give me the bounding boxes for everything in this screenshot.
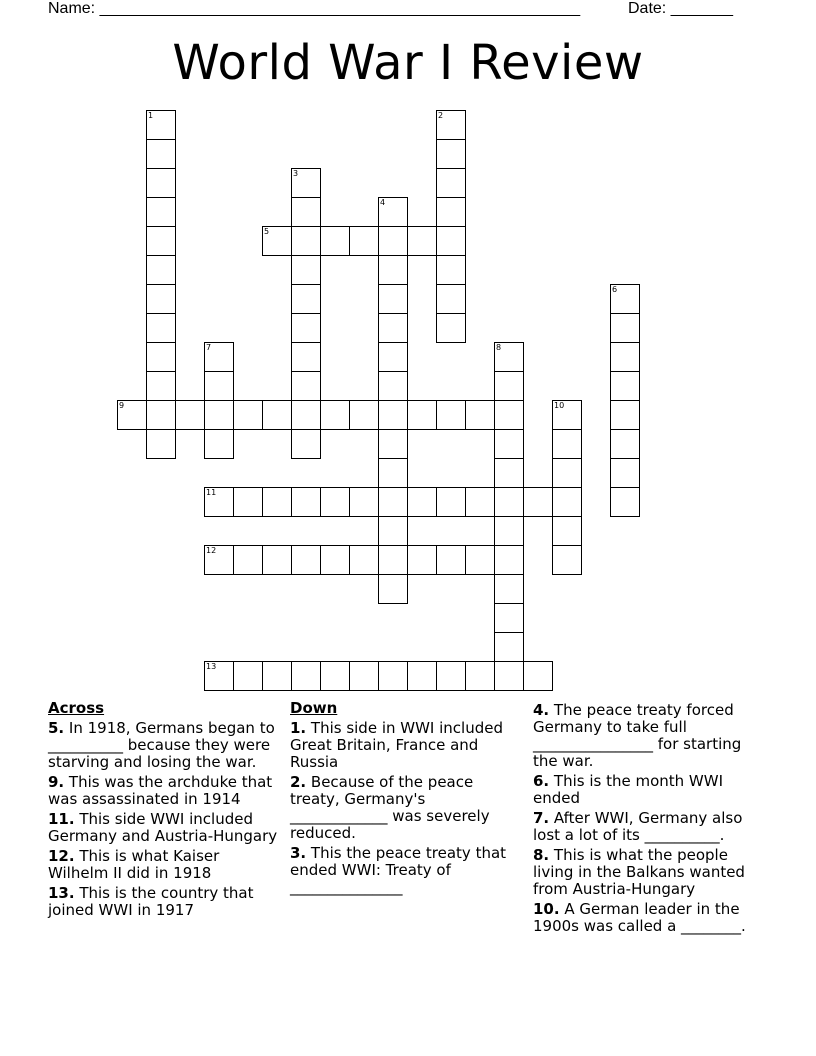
page-title: World War I Review xyxy=(172,35,644,91)
grid-cell[interactable] xyxy=(204,429,234,459)
grid-cell[interactable] xyxy=(262,487,292,517)
grid-cell[interactable] xyxy=(436,226,466,256)
grid-cell[interactable] xyxy=(146,197,176,227)
grid-cell[interactable] xyxy=(523,661,553,691)
grid-cell[interactable] xyxy=(552,545,582,575)
grid-cell[interactable] xyxy=(552,429,582,459)
clue-down-10: 10. A German leader in the 1900s was called a ________. xyxy=(533,900,746,935)
grid-cell[interactable] xyxy=(407,400,437,430)
grid-cell[interactable] xyxy=(378,429,408,459)
grid-cell[interactable] xyxy=(320,661,350,691)
grid-cell[interactable] xyxy=(233,661,263,691)
grid-cell[interactable] xyxy=(552,516,582,546)
clue-number-2: 2 xyxy=(438,111,444,120)
clue-number-7: 7 xyxy=(206,343,212,352)
grid-cell[interactable] xyxy=(552,458,582,488)
clue-number-11: 11 xyxy=(206,488,217,497)
down-heading: Down xyxy=(290,699,338,717)
clue-down-8: 8. This is what the people living in the Balkans wanted from Austria-Hungary xyxy=(533,846,745,898)
grid-cell[interactable] xyxy=(204,400,234,430)
grid-cell[interactable] xyxy=(436,139,466,169)
down-clues-continued xyxy=(533,702,769,938)
grid-cell[interactable] xyxy=(349,226,379,256)
grid-cell[interactable] xyxy=(146,342,176,372)
grid-cell[interactable] xyxy=(552,487,582,517)
clue-down-1: 1. This side in WWI included Great Britain, France and Russia xyxy=(290,719,503,771)
grid-cell[interactable] xyxy=(349,545,379,575)
grid-cell[interactable] xyxy=(494,574,524,604)
grid-cell[interactable] xyxy=(610,400,640,430)
clue-number-4: 4 xyxy=(380,198,386,207)
grid-cell[interactable] xyxy=(378,284,408,314)
grid-cell[interactable] xyxy=(233,545,263,575)
grid-cell[interactable] xyxy=(436,284,466,314)
clue-number-9: 9 xyxy=(119,401,125,410)
clue-number-13: 13 xyxy=(206,662,217,671)
grid-cell[interactable] xyxy=(291,487,321,517)
grid-cell[interactable] xyxy=(175,400,205,430)
grid-cell[interactable] xyxy=(204,371,234,401)
grid-cell[interactable] xyxy=(146,139,176,169)
grid-cell[interactable] xyxy=(610,429,640,459)
grid-cell[interactable] xyxy=(378,371,408,401)
grid-cell[interactable] xyxy=(378,574,408,604)
grid-cell[interactable] xyxy=(436,545,466,575)
clue-number-12: 12 xyxy=(206,546,217,555)
grid-cell[interactable] xyxy=(465,661,495,691)
grid-cell[interactable] xyxy=(378,516,408,546)
grid-cell[interactable] xyxy=(436,255,466,285)
clue-across-12: 12. This is what Kaiser Wilhelm II did in 1918 xyxy=(48,847,220,882)
grid-cell[interactable] xyxy=(349,661,379,691)
grid-cell[interactable] xyxy=(494,661,524,691)
grid-cell[interactable] xyxy=(146,313,176,343)
clue-down-3: 3. This the peace treaty that ended WWI: Treaty of _______________ xyxy=(290,844,507,896)
grid-cell[interactable] xyxy=(320,487,350,517)
grid-cell[interactable] xyxy=(349,400,379,430)
clue-number-10: 10 xyxy=(554,401,565,410)
across-heading: Across xyxy=(48,699,105,717)
grid-cell[interactable] xyxy=(407,545,437,575)
grid-cell[interactable] xyxy=(465,487,495,517)
grid-cell[interactable] xyxy=(610,371,640,401)
grid-cell[interactable] xyxy=(494,516,524,546)
down-clues xyxy=(290,700,526,899)
grid-cell[interactable] xyxy=(407,661,437,691)
grid-cell[interactable] xyxy=(465,545,495,575)
grid-cell[interactable] xyxy=(407,487,437,517)
grid-cell[interactable] xyxy=(320,400,350,430)
grid-cell[interactable] xyxy=(291,400,321,430)
grid-cell[interactable] xyxy=(233,400,263,430)
grid-cell[interactable] xyxy=(378,458,408,488)
grid-cell[interactable] xyxy=(146,400,176,430)
grid-cell[interactable] xyxy=(494,603,524,633)
across-clues xyxy=(48,700,280,922)
name-field-label[interactable]: Name: ______________________________________________________ xyxy=(48,0,581,17)
grid-cell[interactable] xyxy=(291,255,321,285)
grid-cell[interactable] xyxy=(610,487,640,517)
clue-across-9: 9. This was the archduke that was assassinated in 1914 xyxy=(48,773,273,808)
grid-cell[interactable] xyxy=(436,313,466,343)
clue-down-7: 7. After WWI, Germany also lost a lot of its __________. xyxy=(533,809,743,844)
grid-cell[interactable] xyxy=(610,342,640,372)
clue-number-1: 1 xyxy=(148,111,154,120)
grid-cell[interactable] xyxy=(320,226,350,256)
grid-cell[interactable] xyxy=(407,226,437,256)
grid-cell[interactable] xyxy=(378,400,408,430)
clue-down-4: 4. The peace treaty forced Germany to take full ________________ for starting the war. xyxy=(533,701,742,770)
grid-cell[interactable] xyxy=(378,342,408,372)
grid-cell[interactable] xyxy=(378,545,408,575)
clue-down-2: 2. Because of the peace treaty, Germany's _____________ was severely reduced. xyxy=(290,773,490,842)
grid-cell[interactable] xyxy=(291,313,321,343)
grid-cell[interactable] xyxy=(378,661,408,691)
clue-across-13: 13. This is the country that joined WWI in 1917 xyxy=(48,884,254,919)
grid-cell[interactable] xyxy=(291,197,321,227)
grid-cell[interactable] xyxy=(146,226,176,256)
grid-cell[interactable] xyxy=(436,661,466,691)
grid-cell[interactable] xyxy=(494,429,524,459)
grid-cell[interactable] xyxy=(436,197,466,227)
grid-cell[interactable] xyxy=(320,545,350,575)
grid-cell[interactable] xyxy=(146,429,176,459)
grid-cell[interactable] xyxy=(494,458,524,488)
clue-across-11: 11. This side WWI included Germany and Austria-Hungary xyxy=(48,810,278,845)
grid-cell[interactable] xyxy=(436,487,466,517)
clue-down-6: 6. This is the month WWI ended xyxy=(533,772,724,807)
grid-cell[interactable] xyxy=(146,255,176,285)
grid-cell[interactable] xyxy=(494,545,524,575)
grid-cell[interactable] xyxy=(291,371,321,401)
grid-cell[interactable] xyxy=(233,487,263,517)
grid-cell[interactable] xyxy=(436,400,466,430)
grid-cell[interactable] xyxy=(378,487,408,517)
grid-cell[interactable] xyxy=(436,168,466,198)
grid-cell[interactable] xyxy=(378,313,408,343)
grid-cell[interactable] xyxy=(494,400,524,430)
clue-number-5: 5 xyxy=(264,227,270,236)
grid-cell[interactable] xyxy=(146,168,176,198)
grid-cell[interactable] xyxy=(378,226,408,256)
grid-cell[interactable] xyxy=(262,545,292,575)
date-field-label[interactable]: Date: _______ xyxy=(628,0,733,17)
grid-cell[interactable] xyxy=(262,400,292,430)
clue-number-3: 3 xyxy=(293,169,299,178)
clue-number-6: 6 xyxy=(612,285,618,294)
grid-cell[interactable] xyxy=(494,632,524,662)
grid-cell[interactable] xyxy=(378,255,408,285)
clue-number-8: 8 xyxy=(496,343,502,352)
grid-cell[interactable] xyxy=(523,487,553,517)
grid-cell[interactable] xyxy=(291,226,321,256)
grid-cell[interactable] xyxy=(291,284,321,314)
grid-cell[interactable] xyxy=(610,313,640,343)
clue-across-5: 5. In 1918, Germans began to __________ because they were starving and losing the war. xyxy=(48,719,275,771)
grid-cell[interactable] xyxy=(610,458,640,488)
grid-cell[interactable] xyxy=(262,661,292,691)
grid-cell[interactable] xyxy=(146,371,176,401)
grid-cell[interactable] xyxy=(291,661,321,691)
grid-cell[interactable] xyxy=(291,342,321,372)
grid-cell[interactable] xyxy=(494,487,524,517)
grid-cell[interactable] xyxy=(349,487,379,517)
grid-cell[interactable] xyxy=(291,429,321,459)
grid-cell[interactable] xyxy=(291,545,321,575)
grid-cell[interactable] xyxy=(494,371,524,401)
grid-cell[interactable] xyxy=(465,400,495,430)
grid-cell[interactable] xyxy=(146,284,176,314)
